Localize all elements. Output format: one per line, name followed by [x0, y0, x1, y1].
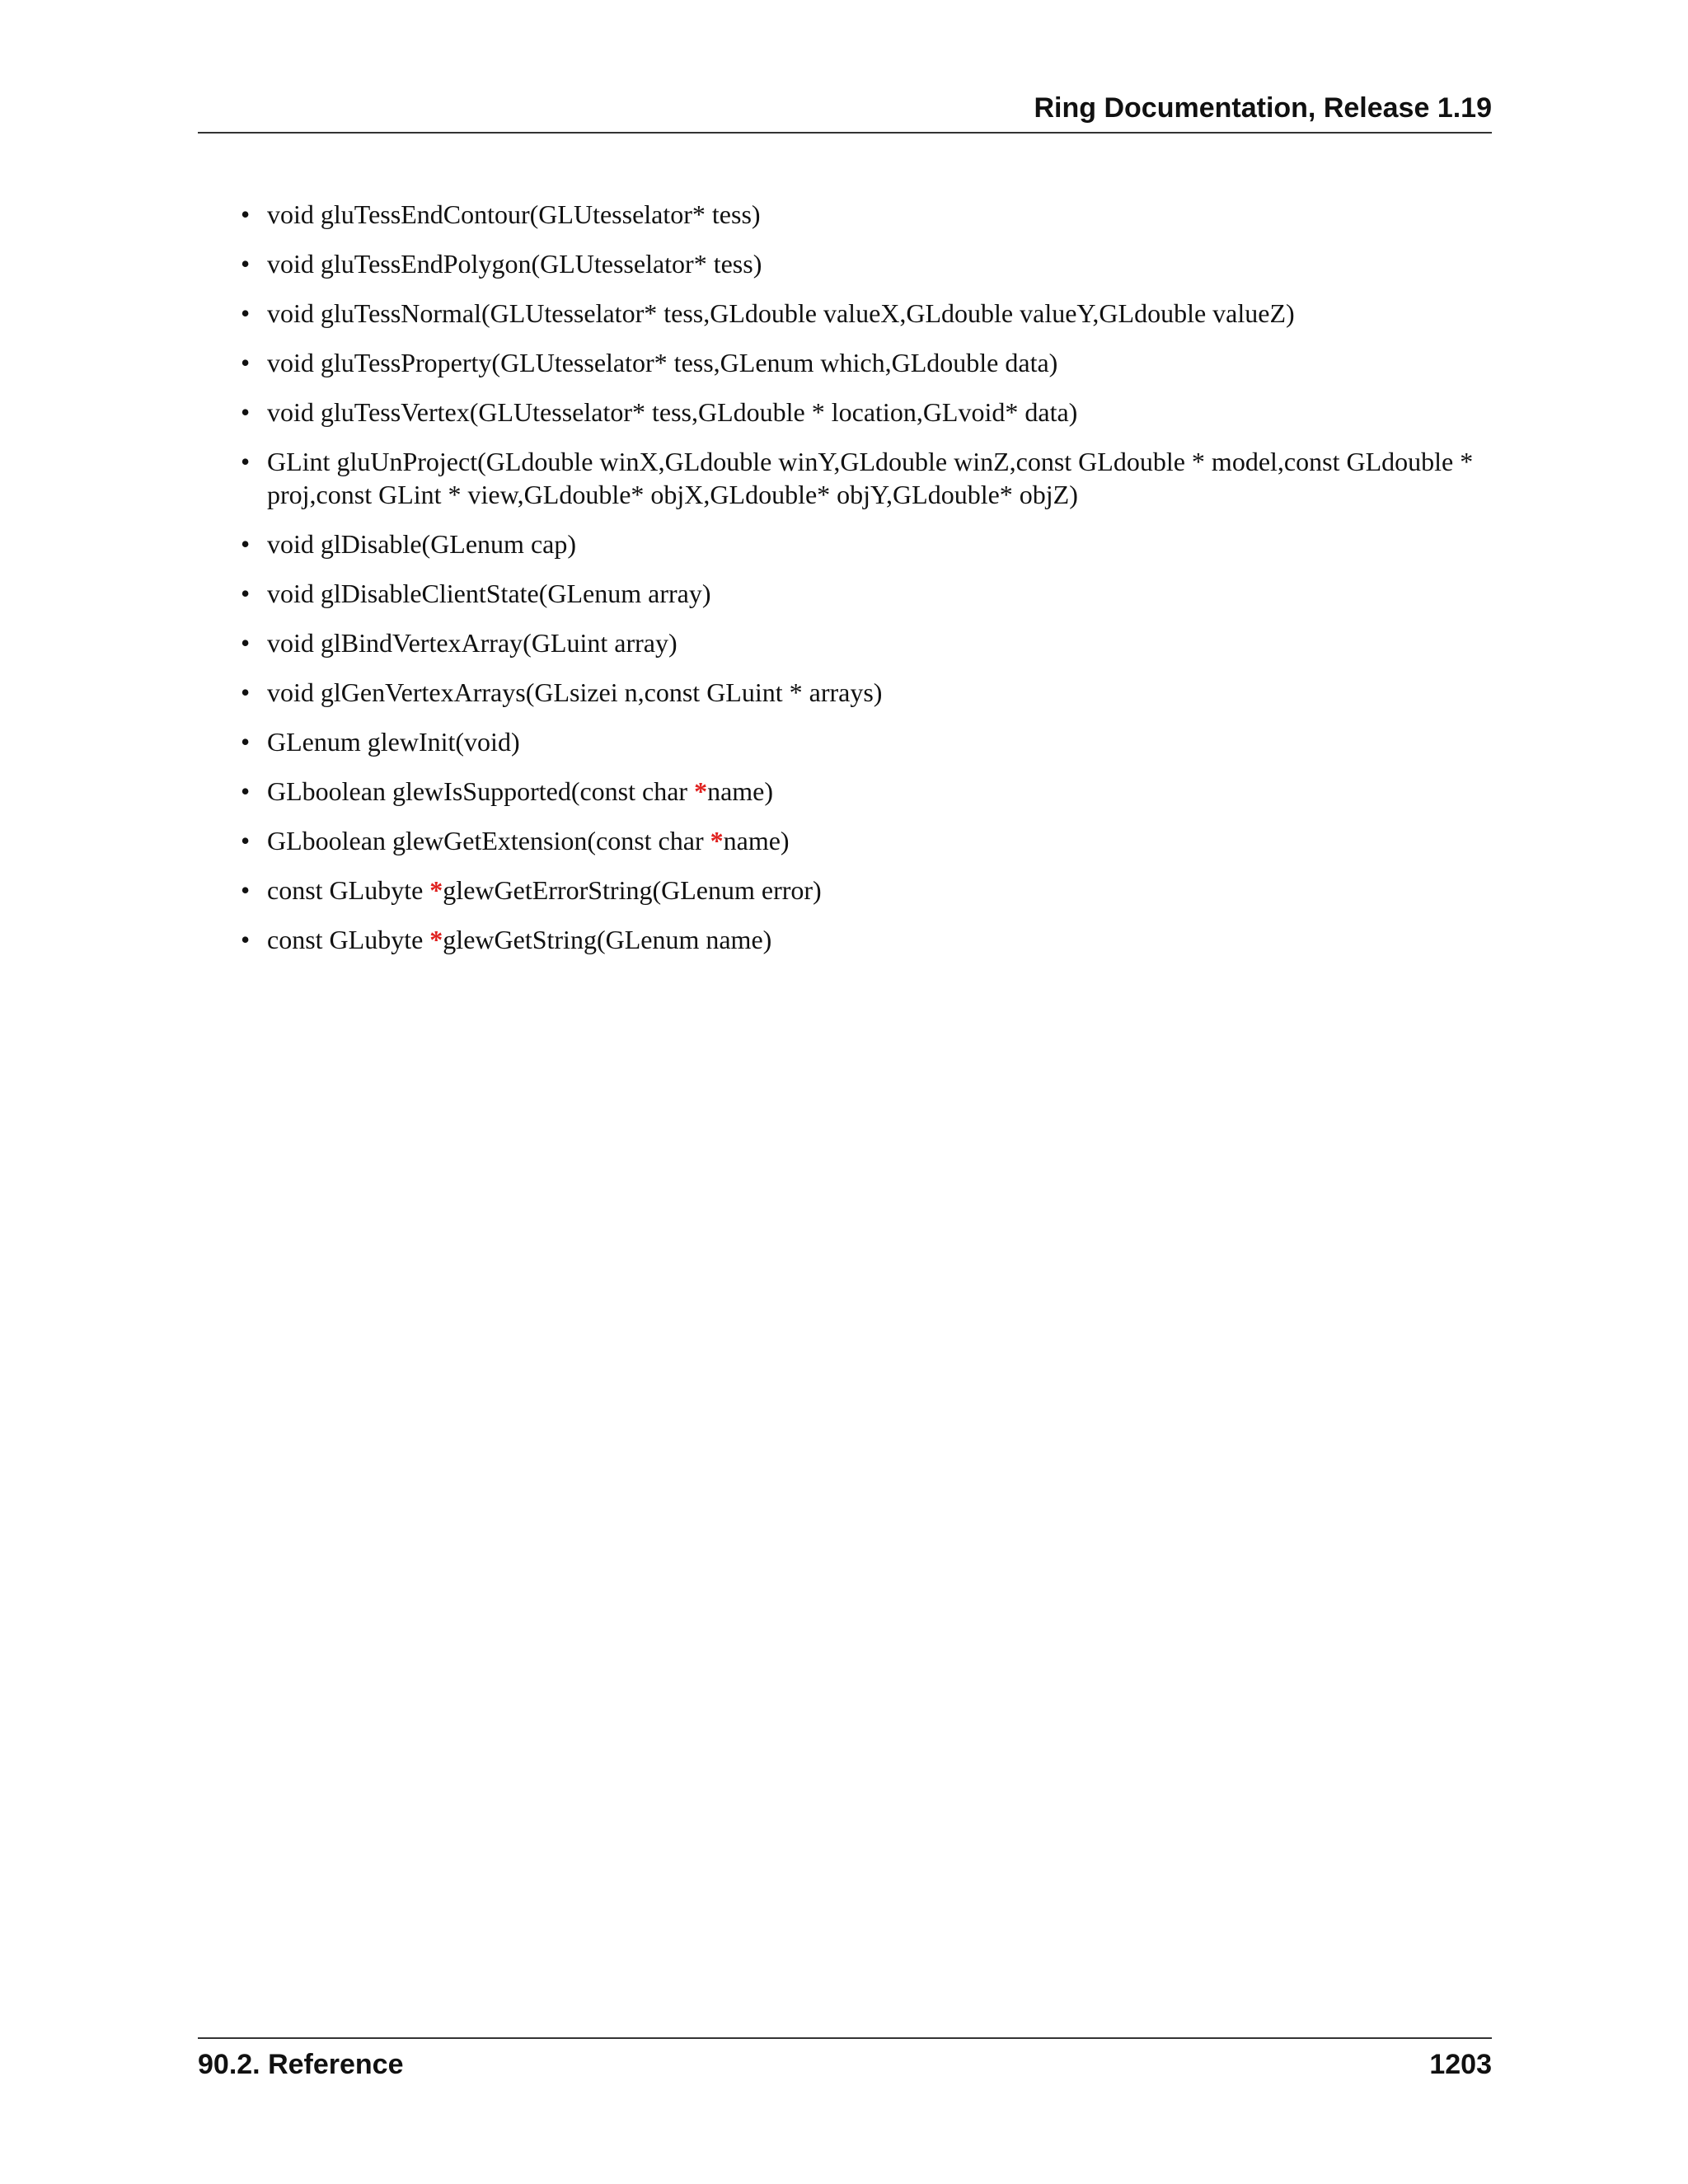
signature-text-rest: glewGetString(GLenum name) [443, 925, 772, 954]
list-item [198, 626, 1492, 659]
bullet-icon: • [241, 925, 251, 954]
list-item [198, 725, 1492, 758]
list-item [198, 824, 1492, 857]
signature-text: void gluTessEndContour(GLUtesselator* tess) [267, 199, 761, 229]
signature-text: const GLubyte [267, 875, 430, 905]
list-item [198, 198, 1492, 231]
signature-text-rest: glewGetErrorString(GLenum error) [443, 875, 822, 905]
page-content [198, 198, 1492, 972]
bullet-icon: • [241, 875, 251, 905]
signature-text: void gluTessNormal(GLUtesselator* tess,GLdouble valueX,GLdouble valueY,GLdouble valueZ) [267, 298, 1295, 328]
signature-text: GLenum glewInit(void) [267, 727, 520, 757]
list-item [198, 445, 1492, 511]
bullet-icon: • [241, 776, 251, 806]
bullet-icon: • [241, 199, 251, 229]
signature-text: void gluTessEndPolygon(GLUtesselator* tess) [267, 249, 762, 279]
bullet-icon: • [241, 348, 251, 377]
bullet-icon: • [241, 529, 251, 559]
signature-text: GLboolean glewGetExtension(const char [267, 826, 710, 855]
list-item [198, 676, 1492, 709]
bullet-icon: • [241, 727, 251, 757]
signature-text: GLboolean glewIsSupported(const char [267, 776, 695, 806]
bullet-icon: • [241, 298, 251, 328]
asterisk-highlight: * [694, 776, 708, 806]
signature-text: void gluTessProperty(GLUtesselator* tess,GLenum which,GLdouble data) [267, 348, 1058, 377]
asterisk-highlight: * [429, 875, 443, 905]
section-label: 90.2. Reference [198, 2049, 404, 2080]
list-item [198, 577, 1492, 610]
asterisk-highlight: * [710, 826, 724, 855]
asterisk-highlight: * [429, 925, 443, 954]
list-item [198, 775, 1492, 808]
list-item [198, 247, 1492, 280]
list-item [198, 527, 1492, 560]
signature-text: GLint gluUnProject(GLdouble winX,GLdouble winY,GLdouble winZ,const GLdouble * model,const GLdouble * proj,const GLint * view,GLdouble* objX,GLdouble* objY,GLdouble* objZ) [267, 447, 1474, 509]
page-header [198, 89, 1492, 134]
page-number: 1203 [1429, 2049, 1492, 2080]
bullet-icon: • [241, 677, 251, 707]
signature-text: void glGenVertexArrays(GLsizei n,const GLuint * arrays) [267, 677, 883, 707]
bullet-icon: • [241, 579, 251, 608]
list-item [198, 346, 1492, 379]
bullet-icon: • [241, 628, 251, 658]
function-reference-list [198, 198, 1492, 956]
list-item [198, 297, 1492, 330]
bullet-icon: • [241, 397, 251, 427]
bullet-icon: • [241, 249, 251, 279]
signature-text-rest: name) [707, 776, 774, 806]
signature-text: void glDisableClientState(GLenum array) [267, 579, 711, 608]
signature-text: void glBindVertexArray(GLuint array) [267, 628, 678, 658]
signature-text: const GLubyte [267, 925, 430, 954]
document-title: Ring Documentation, Release 1.19 [1034, 92, 1492, 124]
bullet-icon: • [241, 447, 251, 476]
list-item [198, 923, 1492, 956]
signature-text: void glDisable(GLenum cap) [267, 529, 576, 559]
signature-text-rest: name) [723, 826, 790, 855]
page-footer [198, 2037, 1492, 2097]
list-item [198, 396, 1492, 429]
list-item [198, 874, 1492, 907]
signature-text: void gluTessVertex(GLUtesselator* tess,GLdouble * location,GLvoid* data) [267, 397, 1078, 427]
bullet-icon: • [241, 826, 251, 855]
